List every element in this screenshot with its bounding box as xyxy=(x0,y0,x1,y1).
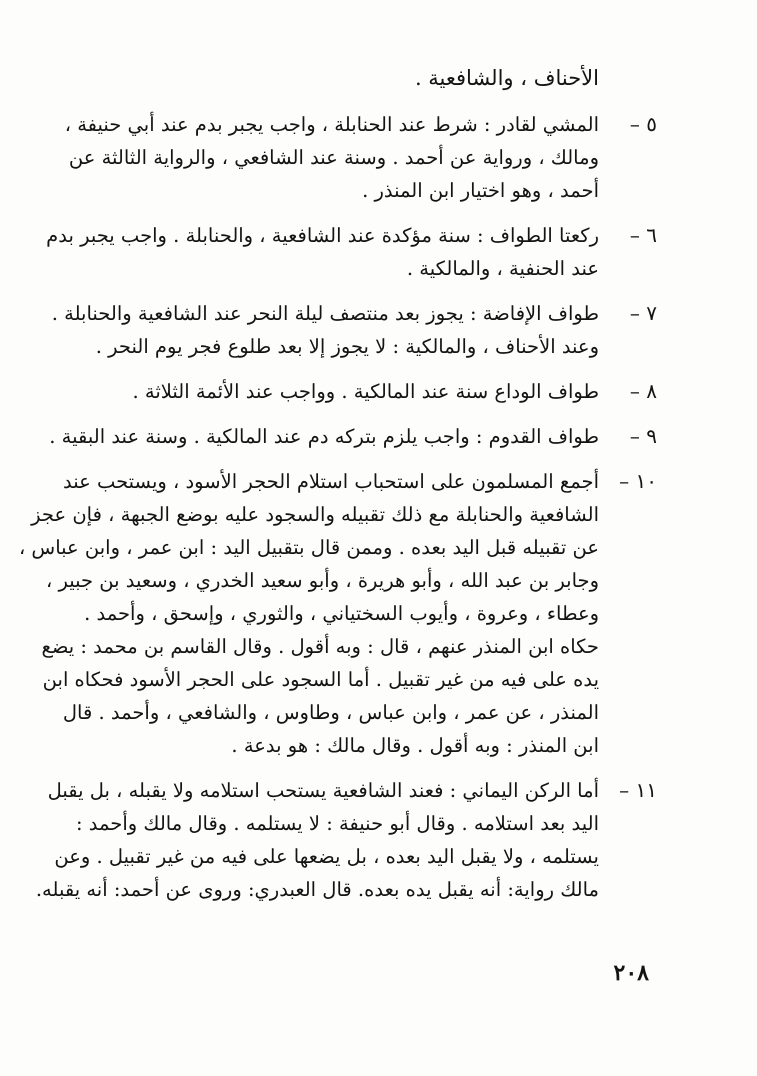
text-line: حكاه ابن المنذر عنهم ، قال : وبه أقول . وقال القاسم بن محمد : يضع xyxy=(41,635,599,658)
text-line: ابن المنذر : وبه أقول . وقال مالك : هو بدعة . xyxy=(231,734,599,757)
continuation-line: الأحناف ، والشافعية . xyxy=(414,66,599,90)
list-item xyxy=(18,465,657,762)
text-line: الشافعية والحنابلة مع ذلك تقبيله والسجود عليه بوضع الجبهة ، فإن عجز xyxy=(31,503,599,526)
text-line: اليد بعد استلامه . وقال أبو حنيفة : لا يستلمه . وقال مالك وأحمد : xyxy=(76,812,599,835)
text-line: أجمع المسلمون على استحباب استلام الحجر الأسود ، ويستحب عند xyxy=(62,470,599,493)
item-number: ٥ – xyxy=(629,112,657,136)
item-number: ١١ – xyxy=(619,778,657,802)
text-line: أحمد ، وهو اختيار ابن المنذر . xyxy=(362,179,599,202)
list-item xyxy=(51,297,657,363)
list-item xyxy=(46,219,657,285)
item-number: ١٠ – xyxy=(619,469,657,493)
text-line: المنذر ، عن عمر ، وابن عباس ، وطاوس ، والشافعي ، وأحمد . قال xyxy=(62,701,599,724)
text-line: طواف الإفاضة : يجوز بعد منتصف ليلة النحر عند الشافعية والحنابلة . xyxy=(51,302,599,325)
item-number: ٨ – xyxy=(629,379,657,403)
list-item xyxy=(49,420,657,453)
text-line: يده على فيه من غير تقبيل . أما السجود على الحجر الأسود فحكاه ابن xyxy=(42,668,599,691)
list-item xyxy=(64,108,657,207)
item-number: ٩ – xyxy=(629,424,657,448)
text-line: يستلمه ، ولا يقبل اليد بعده ، بل يضعها على فيه من غير تقبيل . وعن xyxy=(54,845,599,868)
text-line: طواف الوداع سنة عند المالكية . وواجب عند الأئمة الثلاثة . xyxy=(132,380,599,403)
text-line: وعند الأحناف ، والمالكية : لا يجوز إلا بعد طلوع فجر يوم النحر . xyxy=(95,335,599,358)
text-line: وعطاء ، وعروة ، وأيوب السختياني ، والثوري ، وإسحق ، وأحمد . xyxy=(84,602,599,625)
text-line: أما الركن اليماني : فعند الشافعية يستحب استلامه ولا يقبله ، بل يقبل xyxy=(47,779,599,802)
page-number: ٢٠٨ xyxy=(613,960,649,986)
item-number: ٦ – xyxy=(629,223,657,247)
text-line: المشي لقادر : شرط عند الحنابلة ، واجب يجبر بدم عند أبي حنيفة ، xyxy=(64,113,599,136)
list-item xyxy=(35,774,657,906)
text-line: ركعتا الطواف : سنة مؤكدة عند الشافعية ، والحنابلة . واجب يجبر بدم xyxy=(46,224,599,247)
item-number: ٧ – xyxy=(629,301,657,325)
text-line: وجابر بن عبد الله ، وأبو هريرة ، وأبو سعيد الخدري ، وسعيد بن جبير ، xyxy=(45,569,599,592)
numbered-list xyxy=(18,108,657,918)
text-line: ومالك ، ورواية عن أحمد . وسنة عند الشافعي ، والرواية الثالثة عن xyxy=(68,146,599,169)
text-line: مالك رواية: أنه يقبل يده بعده. قال العبدري: وروى عن أحمد: أنه يقبله. xyxy=(35,878,599,901)
list-item xyxy=(96,375,657,408)
text-line: عند الحنفية ، والمالكية . xyxy=(406,257,599,280)
text-line: عن تقبيله قبل اليد بعده . وممن قال بتقبيل اليد : ابن عمر ، وابن عباس ، xyxy=(18,536,599,559)
text-line: طواف القدوم : واجب يلزم بتركه دم عند المالكية . وسنة عند البقية . xyxy=(49,425,599,448)
